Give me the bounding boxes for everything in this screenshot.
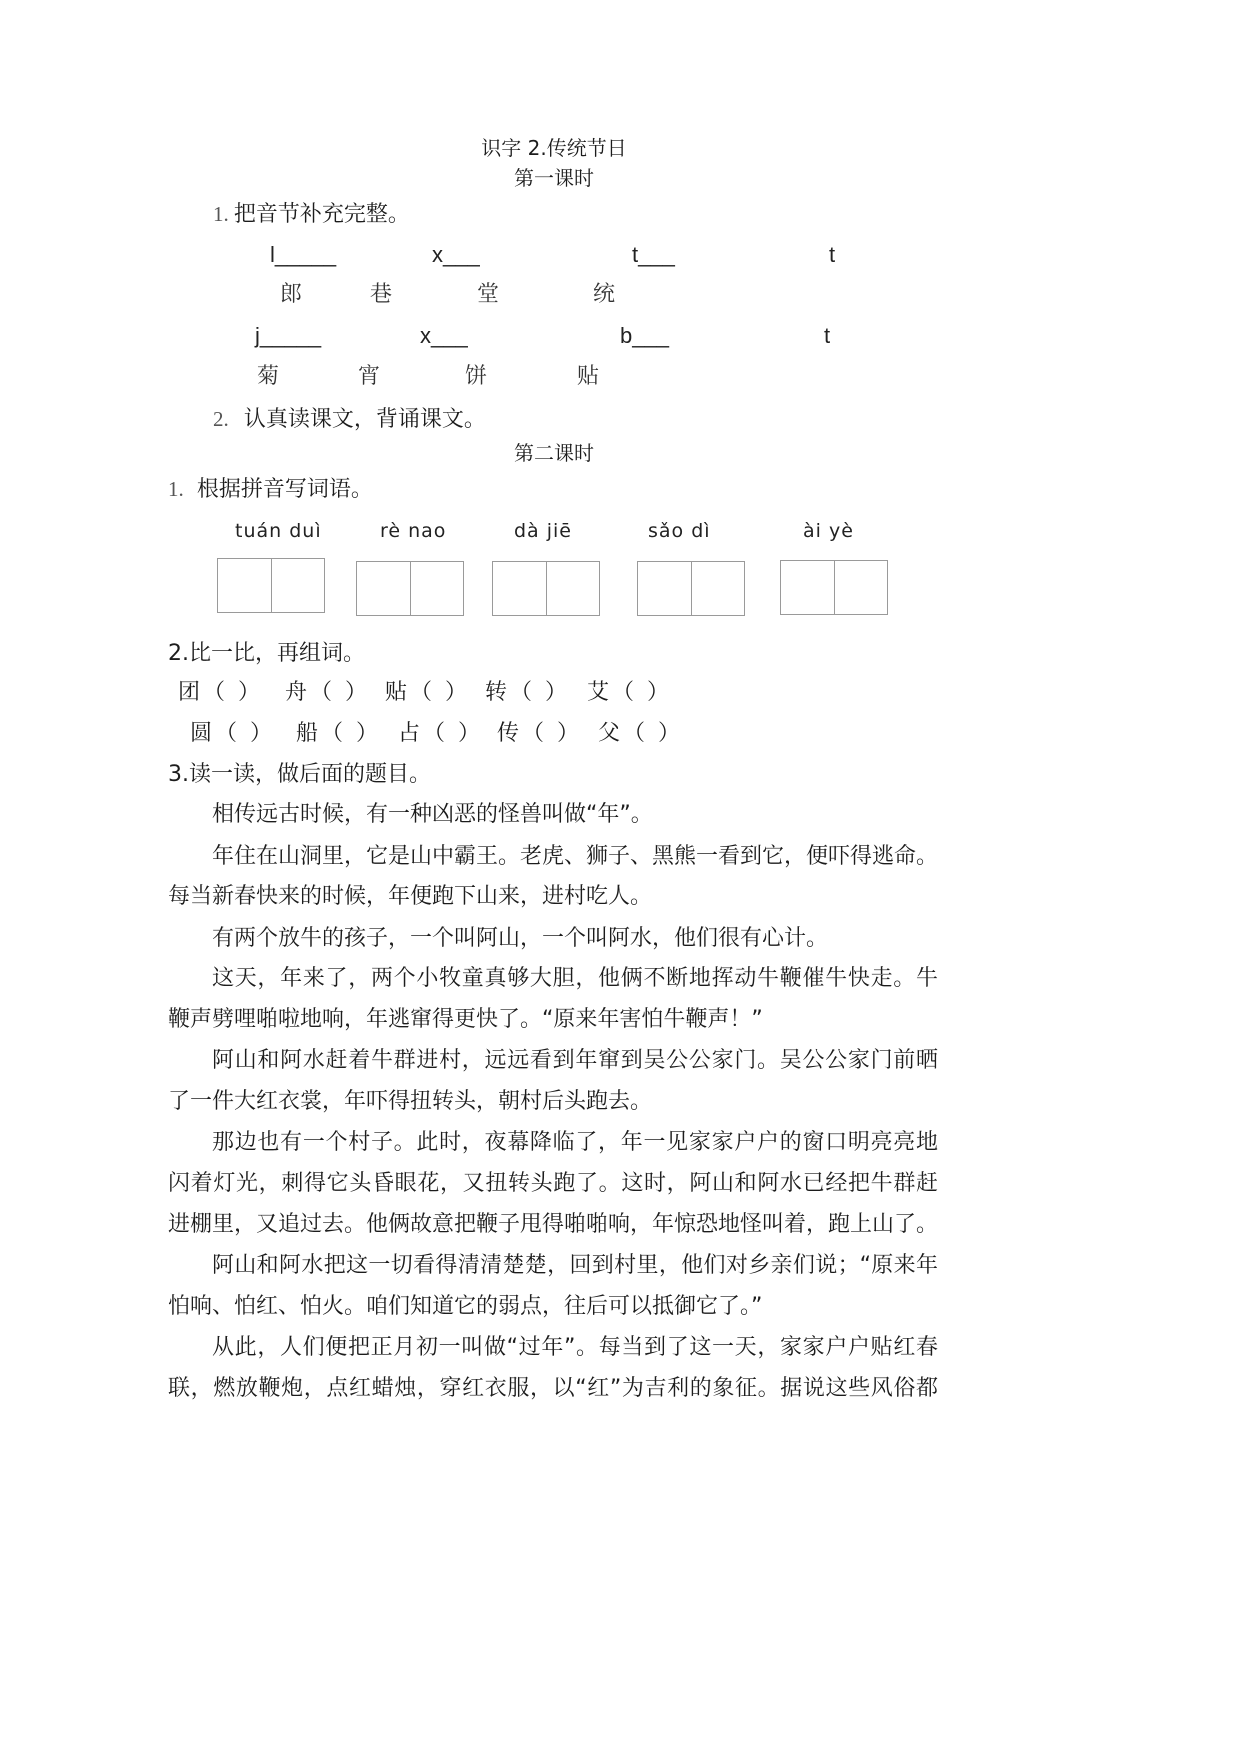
character: 饼 [465,364,488,389]
passage-line: 那边也有一个村子。此时，夜幕降临了，年一见家家户户的窗口明亮亮地 [212,1130,938,1155]
character: 统 [593,282,616,307]
compare-item: 船（ ） [296,721,381,746]
lesson-2-question-1 [168,474,373,506]
passage-line: 有两个放牛的孩子，一个叫阿山，一个叫阿水，他们很有心计。 [212,926,829,951]
question-number: 2. [213,407,229,431]
pinyin-label: ài yè [803,520,854,542]
answer-box [217,558,272,613]
passage-line: 闪着灯光，刺得它头昏眼花，又扭转头跑了。这时，阿山和阿水已经把牛群赶 [168,1171,938,1196]
syllable-blank: t [824,323,831,348]
question-number: 1. [213,202,229,226]
character: 郎 [280,282,303,307]
syllable-blank: l_____ [270,242,337,267]
passage-line: 这天，年来了，两个小牧童真够大胆，他俩不断地挥动牛鞭催牛快走。牛 [212,966,938,991]
lesson-1-question-1 [213,199,410,231]
passage-line: 阿山和阿水把这一切看得清清楚楚，回到村里，他们对乡亲们说；“原来年 [212,1253,938,1278]
answer-box [546,561,601,616]
answer-box-pair [637,561,745,615]
passage-line: 怕响、怕红、怕火。咱们知道它的弱点，往后可以抵御它了。” [168,1294,763,1319]
compare-item: 艾（ ） [587,680,672,705]
question-number: 1. [168,477,184,501]
character: 宵 [358,364,381,389]
passage-line: 联，燃放鞭炮，点红蜡烛，穿红衣服，以“红”为吉利的象征。据说这些风俗都 [168,1376,938,1401]
answer-box-pair [780,560,888,614]
character: 堂 [477,282,500,307]
passage-line: 进棚里，又追过去。他俩故意把鞭子甩得啪啪响，年惊恐地怪叫着，跑上山了。 [168,1212,939,1237]
character: 巷 [370,282,393,307]
syllable-blank: t___ [632,242,675,267]
answer-box [780,560,835,615]
pinyin-label: sǎo dì [648,520,711,542]
compare-item: 占（ ） [398,721,483,746]
question-text: 把音节补充完整。 [233,202,410,227]
compare-item: 转（ ） [485,680,570,705]
passage-line: 每当新春快来的时候，年便跑下山来，进村吃人。 [168,884,653,909]
syllable-blank: x___ [420,323,468,348]
lesson-2-question-3: 3.读一读，做后面的题目。 [168,762,431,787]
answer-box [492,561,547,616]
character: 贴 [577,364,600,389]
lesson-2-question-2: 2.比一比，再组词。 [168,641,365,666]
answer-box [834,560,889,615]
syllable-blank: b___ [620,323,669,348]
lesson-1-question-2 [213,404,486,436]
pinyin-label: dà jiē [514,520,572,542]
answer-box [691,561,746,616]
answer-box [271,558,326,613]
compare-item: 贴（ ） [385,680,470,705]
passage-line: 阿山和阿水赶着牛群进村，远远看到年窜到吴公公家门。吴公公家门前晒 [212,1048,938,1073]
passage-line: 相传远古时候，有一种凶恶的怪兽叫做“年”。 [212,802,653,827]
passage-line: 鞭声劈哩啪啦地响，年逃窜得更快了。“原来年害怕牛鞭声！” [168,1007,763,1032]
syllable-blank: t [829,242,836,267]
answer-box-pair [356,561,464,615]
compare-item: 团（ ） [178,680,263,705]
syllable-blank: x___ [432,242,480,267]
pinyin-label: rè nao [380,520,447,542]
compare-item: 传（ ） [497,721,582,746]
page-title: 识字 2.传统节日 [481,136,627,160]
character: 菊 [257,364,280,389]
syllable-blank: j_____ [255,323,322,348]
passage-line: 从此，人们便把正月初一叫做“过年”。每当到了这一天，家家户户贴红春 [212,1335,938,1360]
passage-line: 年住在山洞里，它是山中霸王。老虎、狮子、黑熊一看到它，便吓得逃命。 [212,844,939,869]
lesson-2-heading: 第二课时 [514,441,594,465]
answer-box [410,561,465,616]
pinyin-label: tuán duì [235,520,322,542]
answer-box-pair [492,561,600,615]
answer-box [637,561,692,616]
compare-item: 圆（ ） [190,721,275,746]
answer-box [356,561,411,616]
compare-item: 父（ ） [598,721,683,746]
compare-item: 舟（ ） [285,680,370,705]
lesson-1-heading: 第一课时 [514,166,594,190]
question-text: 认真读课文，背诵课文。 [243,407,486,432]
question-text: 根据拼音写词语。 [196,477,373,502]
passage-line: 了一件大红衣裳，年吓得扭转头，朝村后头跑去。 [168,1089,653,1114]
answer-box-pair [217,558,325,612]
